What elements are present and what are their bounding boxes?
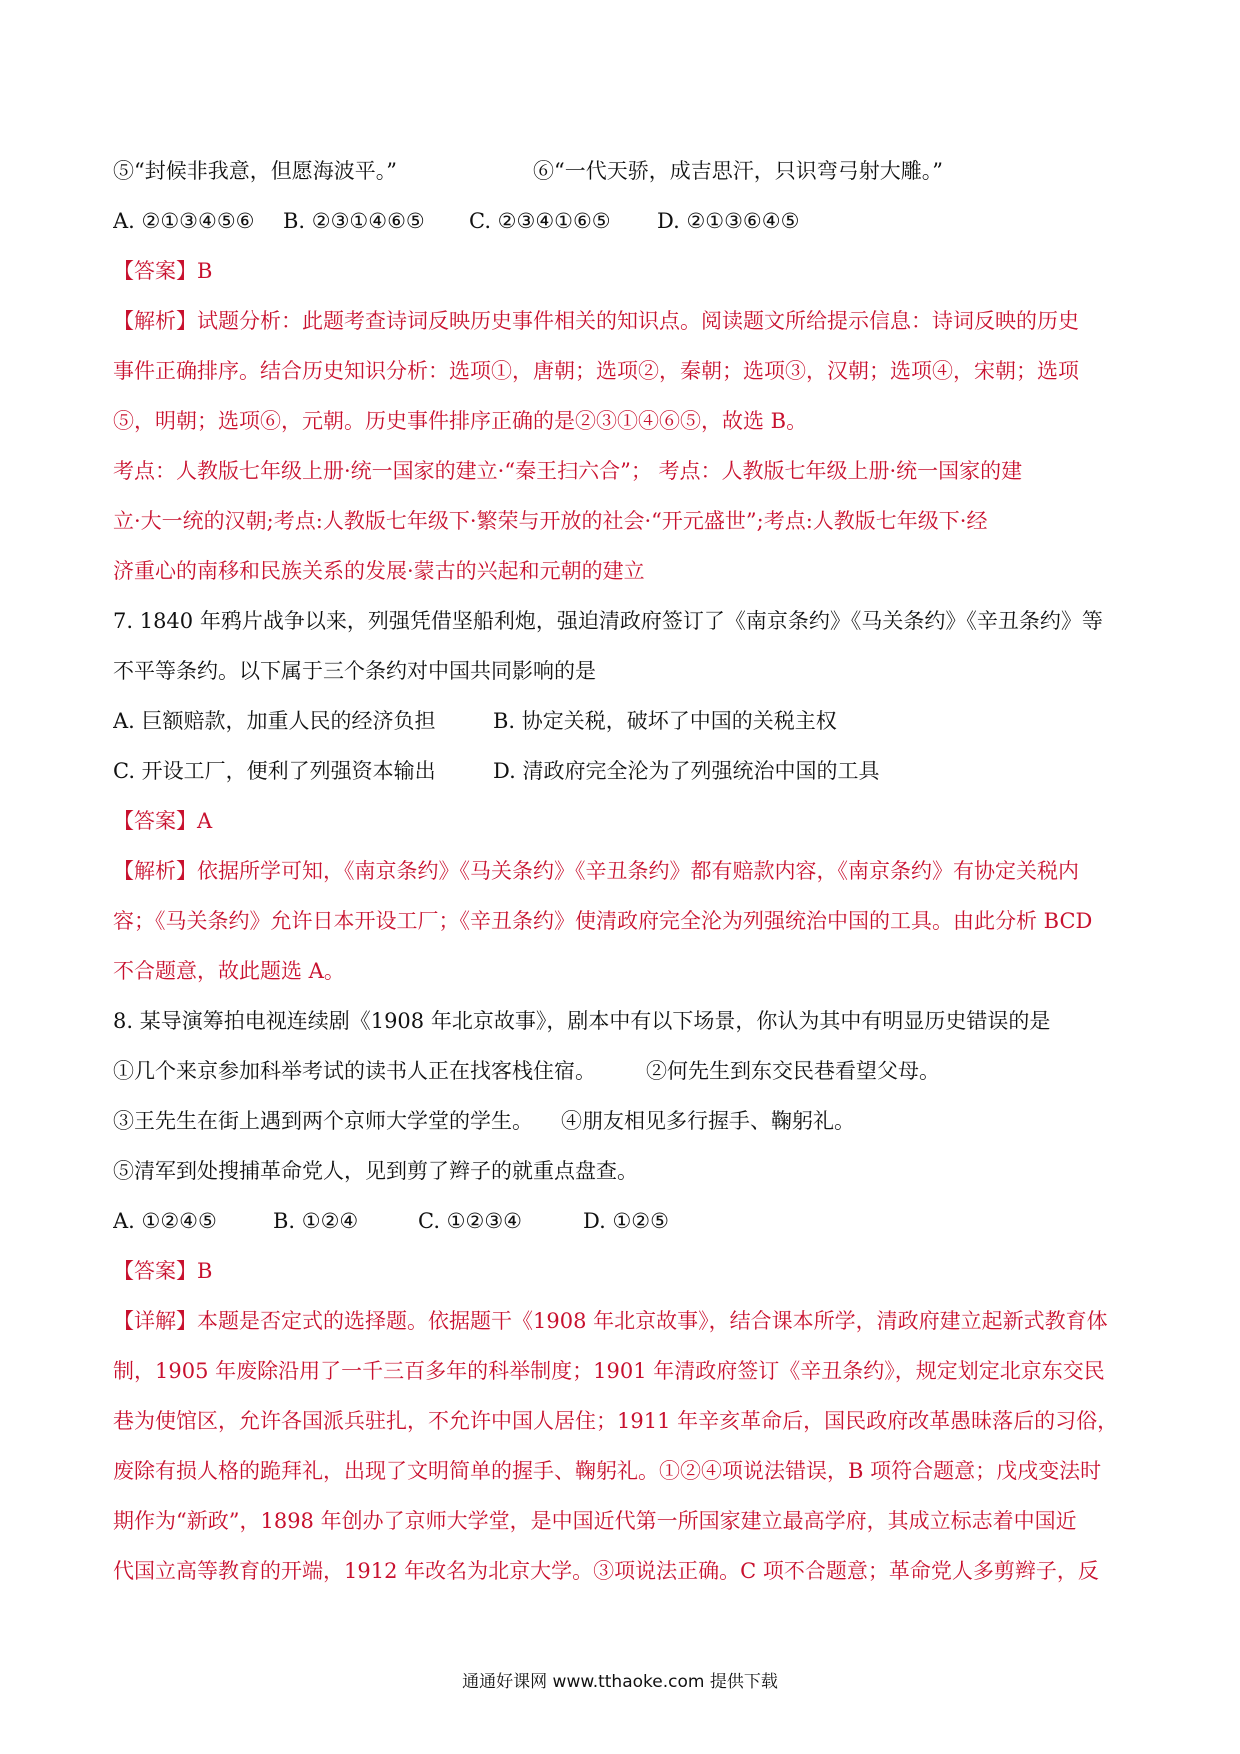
q8-option-c: C. ①②③④	[418, 1209, 522, 1233]
q8-explanation-line-3: 巷为使馆区，允许各国派兵驻扎，不允许中国人居住；1911 年辛亥革命后，国民政府改革愚昧落后的习俗，	[113, 1409, 1119, 1433]
q7-analysis-line-2: 容；《马关条约》允许日本开设工厂；《辛丑条约》使清政府完全沦为列强统治中国的工具。由此分析 BCD	[113, 909, 1093, 933]
q8-explanation-line-1: 【详解】本题是否定式的选择题。依据题干《1908 年北京故事》，结合课本所学，清政府建立起新式教育体	[113, 1309, 1108, 1333]
q6-knowledge-line-1: 考点：人教版七年级上册·统一国家的建立·“秦王扫六合”； 考点：人教版七年级上册·统一国家的建	[113, 459, 1023, 483]
q6-knowledge-line-3: 济重心的南移和民族关系的发展·蒙古的兴起和元朝的建立	[113, 559, 645, 583]
q8-explanation-line-2: 制，1905 年废除沿用了一千三百多年的科举制度；1901 年清政府签订《辛丑条约》，规定划定北京东交民	[113, 1359, 1105, 1383]
q8-scenes-1-2	[113, 1056, 1133, 1088]
q7-analysis-line-3: 不合题意，故此题选 A。	[113, 959, 345, 983]
q6-option-b: B. ②③①④⑥⑤	[283, 209, 425, 233]
q8-scene-1: ①几个来京参加科举考试的读书人正在找客栈住宿。	[113, 1059, 596, 1083]
q6-option-c: C. ②③④①⑥⑤	[469, 209, 611, 233]
q6-option-d: D. ②①③⑥④⑤	[657, 209, 800, 233]
q7-options-ab	[113, 706, 1133, 738]
q6-option-a: A. ②①③④⑤⑥	[113, 209, 255, 233]
q6-analysis-line-2: 事件正确排序。结合历史知识分析：选项①，唐朝；选项②，秦朝；选项③，汉朝；选项④，宋朝；选项	[113, 359, 1079, 383]
q8-scene-5: ⑤清军到处搜捕革命党人，见到剪了辫子的就重点盘查。	[113, 1159, 638, 1183]
q8-option-b: B. ①②④	[273, 1209, 359, 1233]
q7-analysis-line-1: 【解析】依据所学可知，《南京条约》《马关条约》《辛丑条约》都有赔款内容，《南京条约》有协定关税内	[113, 859, 1079, 883]
q6-options	[113, 206, 1133, 238]
q8-explanation-line-6: 代国立高等教育的开端，1912 年改名为北京大学。③项说法正确。C 项不合题意；革命党人多剪辫子，反	[113, 1559, 1099, 1583]
q7-option-b: B. 协定关税，破坏了中国的关税主权	[493, 709, 837, 733]
q6-item-5: ⑤“封候非我意，但愿海波平。”	[113, 159, 397, 183]
q6-item-5-line	[113, 156, 1133, 188]
q6-item-6: ⑥“一代天骄，成吉思汗，只识弯弓射大雕。”	[533, 159, 943, 183]
q8-scenes-3-4	[113, 1106, 1133, 1138]
q7-answer: 【答案】A	[113, 809, 213, 833]
q8-stem: 8. 某导演筹拍电视连续剧《1908 年北京故事》，剧本中有以下场景，你认为其中有明显历史错误的是	[113, 1009, 1051, 1033]
q8-explanation-line-5: 期作为“新政”，1898 年创办了京师大学堂，是中国近代第一所国家建立最高学府，其成立标志着中国近	[113, 1509, 1077, 1533]
q7-stem-line-1: 7. 1840 年鸦片战争以来，列强凭借坚船利炮，强迫清政府签订了《南京条约》《马关条约》《辛丑条约》等	[113, 609, 1103, 633]
q8-scene-3: ③王先生在街上遇到两个京师大学堂的学生。	[113, 1109, 533, 1133]
q8-scene-2: ②何先生到东交民巷看望父母。	[646, 1059, 940, 1083]
q7-option-a: A. 巨额赔款，加重人民的经济负担	[113, 709, 436, 733]
page-footer: 通通好课网 www.tthaoke.com 提供下载	[462, 1672, 778, 1692]
q8-options	[113, 1206, 1133, 1238]
q7-stem-line-2: 不平等条约。以下属于三个条约对中国共同影响的是	[113, 659, 596, 683]
q8-answer: 【答案】B	[113, 1259, 213, 1283]
q7-option-c: C. 开设工厂，便利了列强资本输出	[113, 759, 436, 783]
q6-analysis-line-1: 【解析】试题分析：此题考查诗词反映历史事件相关的知识点。阅读题文所给提示信息：诗词反映的历史	[113, 309, 1079, 333]
q8-explanation-line-4: 废除有损人格的跪拜礼，出现了文明简单的握手、鞠躬礼。①②④项说法错误，B 项符合题意；戊戌变法时	[113, 1459, 1102, 1483]
q6-answer: 【答案】B	[113, 259, 213, 283]
q7-options-cd	[113, 756, 1133, 788]
q8-option-a: A. ①②④⑤	[113, 1209, 217, 1233]
q8-option-d: D. ①②⑤	[583, 1209, 669, 1233]
q8-scene-4: ④朋友相见多行握手、鞠躬礼。	[561, 1109, 855, 1133]
q6-analysis-line-3: ⑤，明朝；选项⑥，元朝。历史事件排序正确的是②③①④⑥⑤，故选 B。	[113, 409, 808, 433]
q7-option-d: D. 清政府完全沦为了列强统治中国的工具	[493, 759, 880, 783]
q6-knowledge-line-2: 立·大一统的汉朝;考点:人教版七年级下·繁荣与开放的社会·“开元盛世”;考点:人教版七年级下·经	[113, 509, 988, 533]
